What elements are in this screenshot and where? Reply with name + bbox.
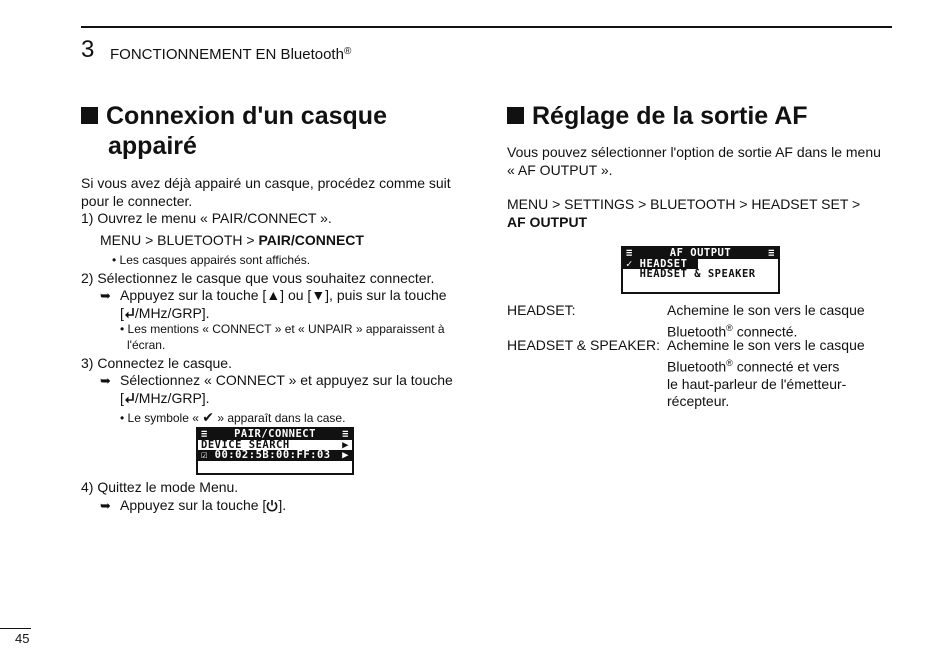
step4-a-post: ]. [278, 497, 287, 513]
def-line3: le haut-parleur de l'émetteur- [667, 375, 847, 392]
note1: • Les casques appairés sont affichés. [112, 253, 311, 267]
lcd-title: PAIR/CONNECT [234, 428, 316, 440]
arrow-right-icon: ➥ [100, 288, 111, 303]
page-number: 45 [15, 631, 30, 646]
up-triangle-icon: ▲ [266, 287, 281, 303]
def-line2-post: connecté et vers [732, 358, 840, 375]
lcd-row-headset-speaker: HEADSET & SPEAKER [626, 268, 756, 280]
lcd-row-headset: ✓ HEADSET [623, 259, 698, 270]
registered-mark: ® [726, 357, 733, 368]
def-line2-post: connecté. [732, 323, 798, 340]
footer-rule [0, 628, 31, 629]
menu-path-prefix: MENU > BLUETOOTH > [100, 232, 259, 248]
triangle-right-icon: ▶ [342, 449, 349, 461]
menu-path-right-line1: MENU > SETTINGS > BLUETOOTH > HEADSET SET > [507, 196, 861, 212]
checkmark-icon: ✔ [202, 409, 214, 425]
option-def [667, 337, 897, 411]
note3-post: » apparaît dans la case. [213, 411, 346, 425]
menu-path-right [507, 196, 860, 231]
heading-right: Réglage de la sortie AF [532, 102, 808, 130]
step4-action [100, 497, 286, 515]
right-intro-line2: « AF OUTPUT ». [507, 161, 613, 178]
lcd-af-output [621, 246, 780, 294]
chapter-number: 3 [81, 36, 95, 63]
black-square-icon [507, 107, 524, 124]
lcd-pair-connect [196, 427, 354, 475]
note2-line2: l'écran. [127, 338, 166, 352]
step3-action [100, 372, 453, 407]
step2-a-pre: Appuyez sur la touche [ [120, 287, 267, 303]
enter-key-icon [124, 392, 135, 405]
step4-a-pre: Appuyez sur la touche [ [120, 497, 267, 513]
menu-icon: ≡ [201, 428, 208, 440]
bracket-open: [ [120, 389, 124, 406]
option-term: HEADSET & SPEAKER: [507, 337, 661, 353]
down-triangle-icon: ▼ [311, 287, 326, 303]
note3 [120, 409, 345, 426]
lcd-row-device [198, 450, 352, 461]
lcd-title-bar [623, 248, 778, 259]
step3: 3) Connectez le casque. [81, 355, 232, 371]
bracket-open: [ [120, 304, 124, 321]
option-def [667, 302, 897, 341]
step2-a-mid: ] ou [ [280, 287, 312, 303]
menu-icon: ≡ [342, 428, 349, 440]
lcd-row1-label: DEVICE SEARCH [201, 438, 290, 451]
menu-icon: ≡ [626, 247, 633, 259]
step1: 1) Ouvrez le menu « PAIR/CONNECT ». [81, 210, 332, 226]
left-intro [81, 175, 451, 228]
def-line4: récepteur. [667, 393, 730, 410]
step2-action [100, 287, 447, 322]
def-line1: Achemine le son vers le casque [667, 337, 865, 353]
chapter-title-text: FONCTIONNEMENT EN Bluetooth [110, 46, 344, 63]
def-line2-pre: Bluetooth [667, 358, 727, 375]
arrow-right-icon: ➥ [100, 498, 111, 513]
step4: 4) Quittez le mode Menu. [81, 479, 239, 495]
registered-mark: ® [726, 322, 733, 333]
step3-a-line1: Sélectionnez « CONNECT » et appuyez sur la touche [120, 372, 453, 388]
step2: 2) Sélectionnez le casque que vous souhaitez connecter. [81, 270, 435, 286]
heading-line2: appairé [108, 132, 197, 160]
def-line1: Achemine le son vers le casque [667, 302, 865, 318]
step2-a-post: ], puis sur la touche [325, 287, 447, 303]
menu-path-left [100, 232, 364, 250]
heading-line1: Connexion d'un casque [106, 102, 387, 130]
arrow-right-icon: ➥ [100, 373, 111, 388]
def-line2 [667, 355, 897, 376]
power-icon [266, 499, 278, 512]
section-heading-left [81, 101, 387, 161]
chapter-title [110, 43, 351, 64]
note2 [120, 321, 445, 353]
menu-icon: ≡ [768, 247, 775, 259]
def-line2-pre: Bluetooth [667, 323, 727, 340]
right-intro-line1: Vous pouvez sélectionner l'option de sortie AF dans le menu [507, 144, 881, 160]
enter-key-icon [124, 307, 135, 320]
lcd-title: AF OUTPUT [669, 247, 732, 259]
step2-a-line2: /MHz/GRP]. [134, 304, 210, 321]
intro-line2: pour le connecter. [81, 192, 193, 209]
intro-line1: Si vous avez déjà appairé un casque, procédez comme suit [81, 175, 451, 191]
top-rule [81, 26, 892, 28]
option-term: HEADSET: [507, 302, 576, 318]
section-heading-right [507, 101, 808, 131]
note2-line1: • Les mentions « CONNECT » et « UNPAIR » apparaissent à [120, 322, 445, 336]
menu-path-right-line2: AF OUTPUT [507, 213, 588, 230]
note3-pre: • Le symbole « [120, 411, 203, 425]
right-intro [507, 144, 881, 179]
black-square-icon [81, 107, 98, 124]
menu-path-bold: PAIR/CONNECT [258, 232, 364, 248]
step3-a-line2: /MHz/GRP]. [134, 389, 210, 406]
registered-mark: ® [343, 46, 352, 57]
lcd-row2-label: ☑ 00:02:5B:00:FF:03 [201, 449, 331, 461]
triangle-right-icon: ▶ [342, 438, 349, 451]
